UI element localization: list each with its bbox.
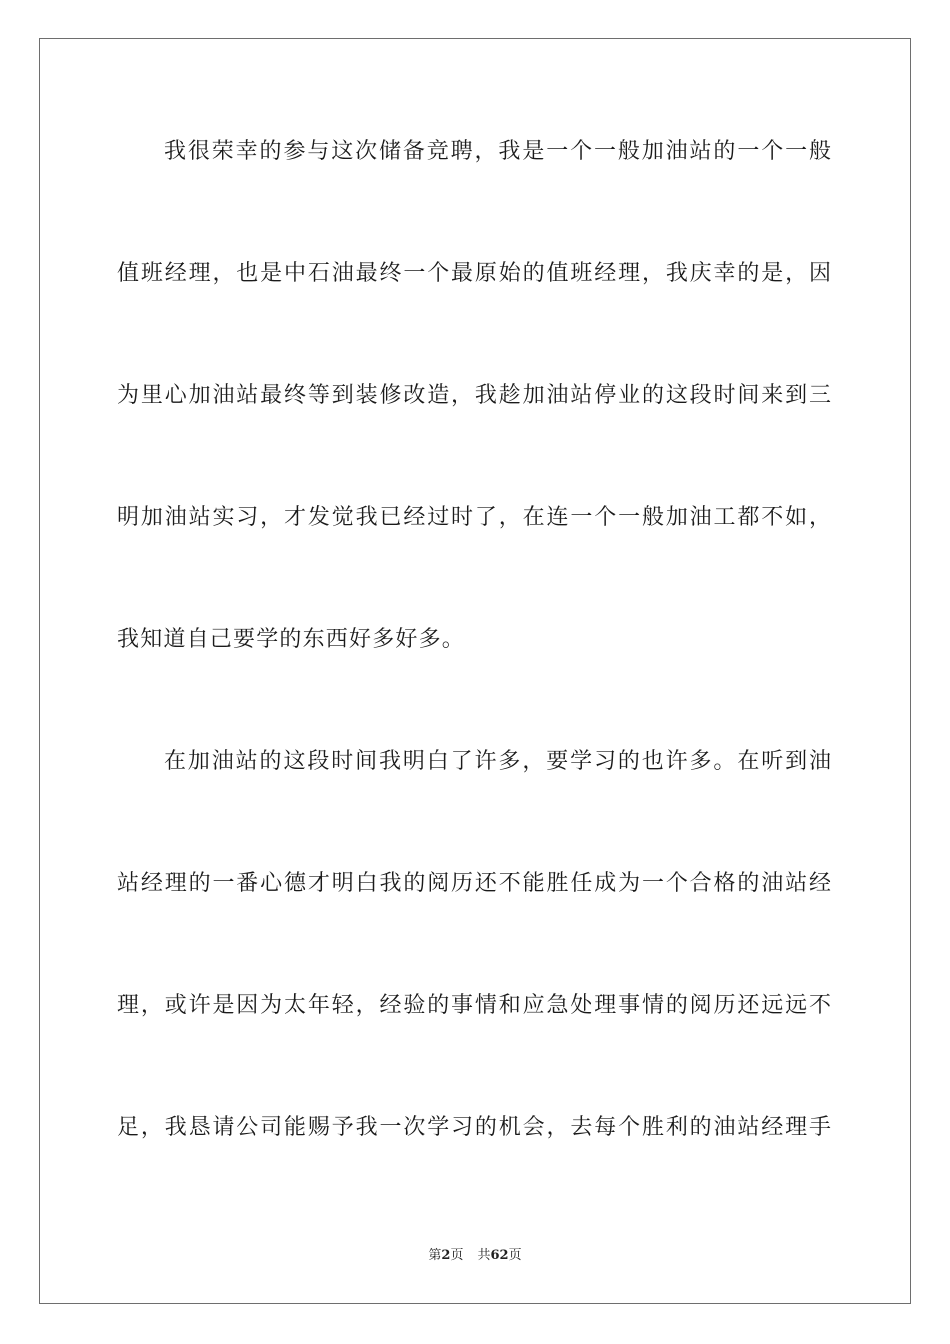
paragraph-2-line-3: 理，或许是因为太年轻，经验的事情和应急处理事情的阅历还远远不	[117, 993, 831, 1018]
page-footer	[0, 1247, 950, 1265]
paragraph-1-line-2: 值班经理，也是中石油最终一个最原始的值班经理，我庆幸的是，因	[117, 261, 831, 286]
paragraph-2-line-4: 足，我恳请公司能赐予我一次学习的机会，去每个胜利的油站经理手	[117, 1115, 831, 1140]
paragraph-2-line-2: 站经理的一番心德才明白我的阅历还不能胜任成为一个合格的油站经	[117, 871, 831, 896]
paragraph-1-line-3: 为里心加油站最终等到装修改造，我趁加油站停业的这段时间来到三	[117, 383, 831, 408]
page-prefix: 第	[428, 1248, 442, 1263]
total-prefix: 共	[477, 1248, 491, 1263]
paragraph-1-line-4: 明加油站实习，才发觉我已经过时了，在连一个一般加油工都不如，	[117, 505, 831, 530]
page-suffix: 页	[450, 1248, 464, 1263]
paragraph-1-line-1: 我很荣幸的参与这次储备竞聘，我是一个一般加油站的一个一般	[164, 139, 831, 164]
paragraph-1-line-5: 我知道自己要学的东西好多好多。	[117, 627, 466, 652]
paragraph-2-line-1: 在加油站的这段时间我明白了许多，要学习的也许多。在听到油	[164, 749, 831, 774]
total-pages: 62	[490, 1248, 509, 1263]
total-suffix: 页	[508, 1248, 522, 1263]
page-number: 2	[441, 1248, 451, 1263]
